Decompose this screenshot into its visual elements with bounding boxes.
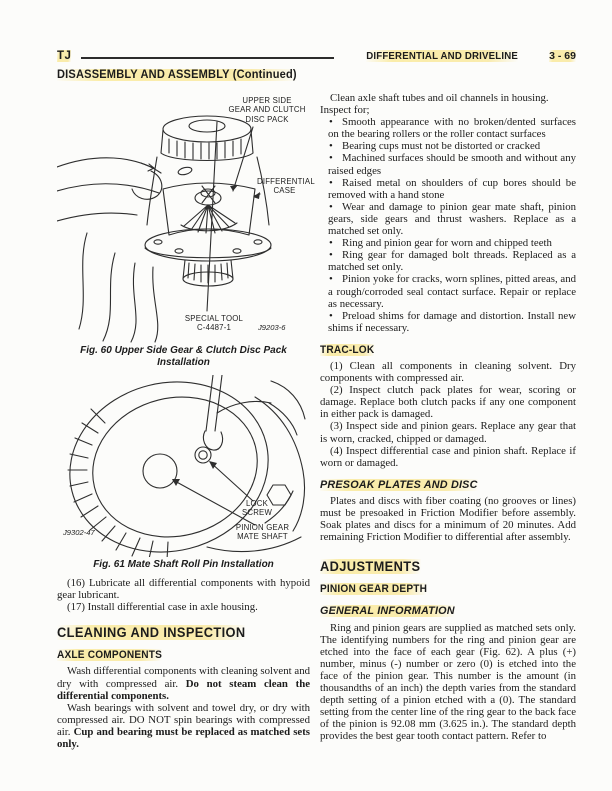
list-item: • Ring gear for damaged bolt threads. Replaced as a matched set only. bbox=[320, 249, 576, 273]
fig61-ref-code: J9302-47 bbox=[63, 528, 95, 537]
fig61-caption: Fig. 61 Mate Shaft Roll Pin Installation bbox=[93, 559, 274, 570]
inspection-bullet-list bbox=[320, 116, 576, 334]
figure-60 bbox=[57, 95, 315, 343]
list-item: • Preload shims for damage and distortion. Install new shims if necessary. bbox=[320, 310, 576, 334]
presoak-paragraph: Plates and discs with fiber coating (no grooves or lines) must be presoaked in Friction Modifier before assembly. Soak plates and discs for a minimum of 20 minutes. Add remaining Friction Modifier to differential after assembly. bbox=[320, 494, 576, 544]
axle-paragraph-2: Wash bearings with solvent and towel dry, or dry with compressed air. DO NOT spin bearings with compressed air. Cup and bearing must be replaced as matched sets only. bbox=[57, 701, 310, 751]
presoak-heading: PRESOAK PLATES AND DISC bbox=[320, 478, 478, 491]
fig60-case-label: DIFFERENTIAL CASE bbox=[257, 177, 315, 196]
list-item: • Raised metal on shoulders of cup bores should be removed with a hand stone bbox=[320, 177, 576, 201]
list-item: • Smooth appearance with no broken/dented surfaces on the bearing rollers or the roller contact surfaces bbox=[320, 116, 576, 140]
section-title: DIFFERENTIAL AND DRIVELINE bbox=[366, 50, 518, 62]
list-item: • Bearing cups must not be distorted or cracked bbox=[320, 140, 576, 152]
trac-lok-step: (2) Inspect clutch pack plates for wear, scoring or damage. Replace both clutch packs if any one component in either pack is damaged. bbox=[320, 384, 576, 421]
right-column bbox=[320, 92, 576, 743]
fig61-lock-screw-label: LOCK SCREW bbox=[241, 499, 273, 518]
trac-lok-step: (1) Clean all components in cleaning solvent. Dry components with compressed air. bbox=[320, 359, 576, 385]
intro-line-1: Clean axle shaft tubes and oil channels in housing. bbox=[330, 92, 549, 104]
list-item: • Wear and damage to pinion gear mate shaft, pinion gears, side gears and thrust washers. Replace as a matched set only. bbox=[320, 201, 576, 237]
fig60-tool-label: SPECIAL TOOL C-4487-1 bbox=[184, 314, 244, 333]
fig60-ref-code: J9203-6 bbox=[258, 323, 286, 332]
fig60-gear-label: UPPER SIDE GEAR AND CLUTCH DISC PACK bbox=[228, 96, 306, 124]
list-item: • Machined surfaces should be smooth and without any raised edges bbox=[320, 152, 576, 176]
axle-paragraph-1: Wash differential components with cleaning solvent and dry with compressed air. Do not steam clean the differential components. bbox=[57, 665, 310, 702]
pinion-gear-depth-heading: PINION GEAR DEPTH bbox=[320, 583, 428, 596]
step-16: (16) Lubricate all differential components with hypoid gear lubricant. bbox=[57, 577, 310, 602]
left-column bbox=[57, 95, 315, 751]
model-code: TJ bbox=[57, 50, 72, 62]
header-rule bbox=[81, 57, 334, 59]
figure-61 bbox=[57, 375, 310, 557]
general-information-paragraph: Ring and pinion gears are supplied as matched sets only. The identifying numbers for the ring and pinion gear are etched into the face of each gear (Fig. 62). A plus (+) number, minus (-) number or zero (0) is etched into the face of the pinion gear. This number is the amount (in thousandths of an inch) the depth varies from the standard depth setting of a pinion etched with a (0). The standard setting from the center line of the ring gear to the back face of the pinion is 92.08 mm (3.625 in.). The standard depth provides the best gear tooth contact pattern. Refer to bbox=[320, 621, 577, 743]
adjustments-heading: ADJUSTMENTS bbox=[320, 559, 421, 575]
page-header bbox=[57, 50, 576, 66]
trac-lok-step: (3) Inspect side and pinion gears. Replace any gear that is worn, cracked, chipped or damaged. bbox=[320, 420, 576, 445]
differential-case-illustration bbox=[57, 95, 315, 343]
trac-lok-step: (4) Inspect differential case and pinion shaft. Replace if worn or damaged. bbox=[320, 444, 576, 469]
assembly-steps bbox=[57, 577, 310, 613]
axle-components-heading: AXLE COMPONENTS bbox=[57, 649, 163, 662]
fig60-caption: Fig. 60 Upper Side Gear & Clutch Disc Pack Installation bbox=[80, 345, 287, 368]
fig61-mate-shaft-label: PINION GEAR MATE SHAFT bbox=[235, 523, 290, 542]
trac-lok-steps bbox=[320, 360, 576, 469]
cleaning-inspection-heading: CLEANING AND INSPECTION bbox=[57, 625, 246, 641]
continued-heading: DISASSEMBLY AND ASSEMBLY (Continued) bbox=[57, 69, 297, 81]
step-17: (17) Install differential case in axle housing. bbox=[67, 601, 258, 614]
page-number: 3 - 69 bbox=[549, 50, 576, 62]
general-information-heading: GENERAL INFORMATION bbox=[320, 605, 455, 618]
trac-lok-heading: TRAC-LOK bbox=[320, 343, 375, 356]
list-item: • Pinion yoke for cracks, worn splines, pitted areas, and a rough/corroded seal contact surface. Repair or replace as necessary. bbox=[320, 273, 576, 309]
list-item: • Ring and pinion gear for worn and chipped teeth bbox=[320, 237, 576, 249]
intro-line-2: Inspect for; bbox=[320, 104, 370, 117]
